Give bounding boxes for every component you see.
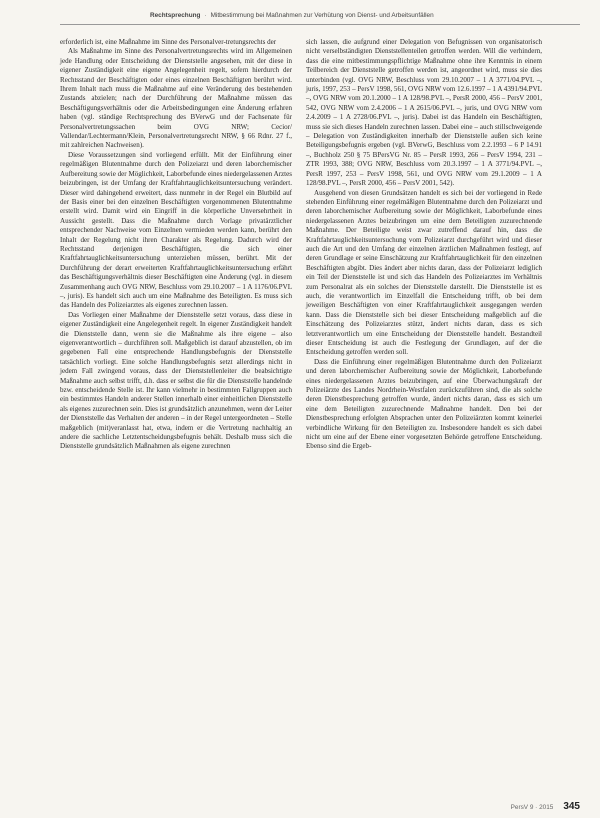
issue-label: PersV 9 · 2015: [510, 804, 554, 811]
left-column: [60, 38, 292, 452]
paragraph: Diese Voraussetzungen sind vorliegend erfüllt. Mit der Einführung einer regelmäßigen Blutentnahme durch den Polizeiarzt und deren laborchemischer Aufbereitung sowie der Möglichkeit, Laborbefunde eines niedergelassenen Arztes beizubringen, ist der Umfang der Kraftfahrtauglichkeitsuntersuchung verändert. Dieser wird dahingehend erweitert, dass nunmehr in der Regel ein Blutbild auf der Basis einer bei den einzelnen Beschäftigten vorgenommenen Blutentnahme erstellt wird. Damit wird ein Eingriff in die körperliche Unversehrtheit in Aussicht gestellt. Dass die Maßnahme durch Vorlage privatärztlicher entsprechender Nachweise vom Einzelnen vermieden werden kann, berührt den Inhalt der Regelung nicht ihren Charakter als Regelung. Dadurch wird der Rechtsstand derjenigen Beschäftigten, die sich einer Kraftfahrtauglichkeitsuntersuchung unterziehen müssen, berührt. Mit der Durchführung der derart erweiterten Kraftfahrtauglichkeitsuntersuchung erfährt das Beschäftigungsverhältnis dieser Beschäftigten eine Änderung (vgl. in diesem Zusammenhang auch OVG NRW, Beschluss vom 29.10.2007 – 1 A 1176/06.PVL –, juris). Es handelt sich auch um eine Maßnahme des Beteiligten. Es muss sich das Handeln des Polizeiarztes als eigenes zurechnen lassen.: [60, 150, 292, 310]
paragraph: erforderlich ist, eine Maßnahme im Sinne des Personalver-tretungsrechts der: [60, 38, 277, 46]
header-section: Rechtsprechung: [150, 12, 201, 19]
page-number: 345: [563, 801, 580, 812]
paragraph: Als Maßnahme im Sinne des Personalvertretungsrechts wird im Allgemeinen jede Handlung oder Entscheidung der Dienststelle angesehen, mit der diese in eigener Zuständigkeit eine eigene Angelegenheit regelt, sofern hierdurch der Rechtsstand der Beschäftigten oder eines einzelnen Beschäftigten berührt wird. Ihrem Inhalt nach muss die Maßnahme auf eine Veränderung des bestehenden Zustands abzielen; nach der Durchführung der Maßnahme müssen das Beschäftigungsverhältnis oder die Arbeitsbedingungen eine Änderung erfahren haben (vgl. ständige Rechtsprechung des BVerwG und der Fachsenate für Personalvertretungssachen beim OVG NRW; Cecior/ Vallendar/Lechtermann/Klein, Personalvertretungsrecht NRW, § 66 Rdnr. 27 f., mit zahlreichen Nachweisen).: [60, 47, 292, 150]
right-column: [306, 38, 542, 452]
header-separator: ·: [204, 12, 207, 19]
paragraph: Das Vorliegen einer Maßnahme der Dienststelle setzt voraus, dass diese in eigener Zuständigkeit eine Angelegenheit regelt. In eigener Zuständigkeit handelt die Dienststelle dann, wenn sie die Maßnahme als ihre eigene – also eigenverantwortlich – durchführen soll. Maßgeblich ist darauf abzustellen, ob im gegebenen Fall eine entsprechende Handlungsbefugnis der Dienststelle tatsächlich vorliegt. Eine solche Handlungsbefugnis setzt allerdings nicht in jedem Fall zwingend voraus, dass der Dienststellenleiter die beabsichtigte Maßnahme auch selbst trifft, d.h. dass er selbst die für die Dienststelle handelnde bzw. entscheidende Stelle ist. Ihr kann vielmehr in bestimmten Fallgruppen auch ein bestimmtes Handeln anderer Stellen innerhalb einer einheitlichen Dienststelle als eigenes zuzurechnen sein. Dies ist grundsätzlich anzunehmen, wenn der Leiter der Dienststelle das Verhalten der anderen – in der Regel untergeordneten – Stelle maßgeblich (mit)veranlasst hat, etwa, indem er die Vertretung nachhaltig an andere die sachliche Letztentscheidungsbefugnis behält. Deshalb muss sich die Dienststelle grundsätzlich Maßnahmen als eigene zurechnen: [60, 310, 292, 451]
paragraph: Ausgehend von diesen Grundsätzen handelt es sich bei der vorliegend in Rede stehenden Einführung einer regelmäßigen Blutentnahme durch den Polizeiarzt und deren laborchemischer Aufbereitung sowie der Möglichkeit, Laborbefunde eines niedergelassenen Arztes beizubringen um eine dem Beteiligten zuzurechnende Maßnahme. Der Beteiligte weist zwar zutreffend darauf hin, dass die Kraftfahrtauglichkeitsuntersuchung vom Polizeiarzt durchgeführt wird und dieser auch die Art und den Umfang der einzelnen ärztlichen Maßnahmen festlegt, auf deren Grundlage er seine Einschätzung zur Kraftfahrtauglichkeit für den einzelnen Beschäftigten abgibt. Dies ändert aber nichts daran, dass der Polizeiarzt lediglich ein Teil der Dienststelle ist und sich das Handeln des Polizeiarztes im Verhältnis zum Personalrat als ein solches der Dienststelle darstellt. Die Dienststelle ist es auch, die verantwortlich im Einzelfall die Entscheidung trifft, ob bei dem jeweiligen Beschäftigten von einer Kraftfahrtauglichkeit ausgegangen werden kann. Dass die Dienststelle sich bei dieser Entscheidung maßgeblich auf die Einschätzung des Polizeiarztes stützt, ändert nichts daran, dass es sich letztverantwortlich um eine Entscheidung der Dienststelle handelt. Bestandteil dieser Entscheidung ist auch die Festlegung der Grundlagen, auf der die Entscheidung getroffen werden soll.: [306, 188, 542, 357]
running-header: [150, 12, 580, 19]
paragraph: sich lassen, die aufgrund einer Delegation von Befugnissen von organisatorisch nicht verselbständigten Dienststellenteilen getroffen werden. Will die verhindern, dass die eine mitbestimmungspflichtige Maßnahme ohne ihre Kenntnis in einem Teilbereich der Dienststelle getroffen werden ist, angeordnet wird, muss sie dies unterbinden (vgl. OVG NRW, Beschluss vom 29.10.2007 – 1 A 3771/04.PVL –, juris, 1997, 253 – PersV 1998, 561, OVG NRW vom 12.6.1997 – 1 A 4391/94.PVL –, OVG NRW vom 20.1.2000 – 1 A 128/98.PVL –, PersR 2000, 456 – PersV 2001, 542, OVG NRW vom 2.4.2006 – 1 A 2615/06.PVL –, juris, und OVG NRW vom 2.4.2009 – 1 A 2728/06.PVL –, juris). Dabei ist das Handeln ein Beschäftigten, muss sie sich dieses Handeln zurechnen lassen. Dabei eine – auch stillschweigende – Delegation von Zuständigkeiten innerhalb der Dienststelle außen sich keine Beteiligungsbefugnis ergeben (vgl. BVerwG, Beschluss vom 2.2.1993 – 6 P 14.91 –, Buchholz 250 § 75 BPersVG Nr. 85 – PersR 1993, 266 – PersV 1994, 231 – ZTR 1993, 388; OVG NRW, Beschluss vom 20.3.1997 – 1 A 3771/94.PVL –, PersR 1997, 253 – PersV 1998, 561, und OVG NRW vom 29.1.2009 – 1 A 128/98.PVL –, PersR 2000, 456 – PersV 2001, 542).: [306, 38, 542, 188]
header-title: Mitbestimmung bei Maßnahmen zur Verhütung von Dienst- und Arbeitsunfällen: [210, 12, 434, 19]
page-footer: [511, 801, 580, 812]
paragraph: Dass die Einführung einer regelmäßigen Blutentnahme durch den Polizeiarzt und deren laborchemischer Aufbereitung sowie der Möglichkeit, Laborbefunde eines niedergelassenen Arztes beizubringen, auf eine Überwachungskraft der Polizeiärzte des Landes Nordrhein-Westfalen zurückzuführen sind, die als solche deren Dienstbesprechung getroffen wurde, ändert nichts daran, dass es sich um eine dem Beteiligten zuzurechnende Maßnahme handelt. Den bei der Dienstbesprechung erfolgten Absprachen unter den Polizeiärzten kommt keinerlei verbindliche Wirkung für den Beteiligten zu. Insbesondere handelt es sich dabei nicht um eine auf der Ebene einer vorgesetzten Behörde getroffene Entscheidung. Ebenso sind die Ergeb-: [306, 357, 542, 451]
header-rule: [60, 24, 580, 25]
